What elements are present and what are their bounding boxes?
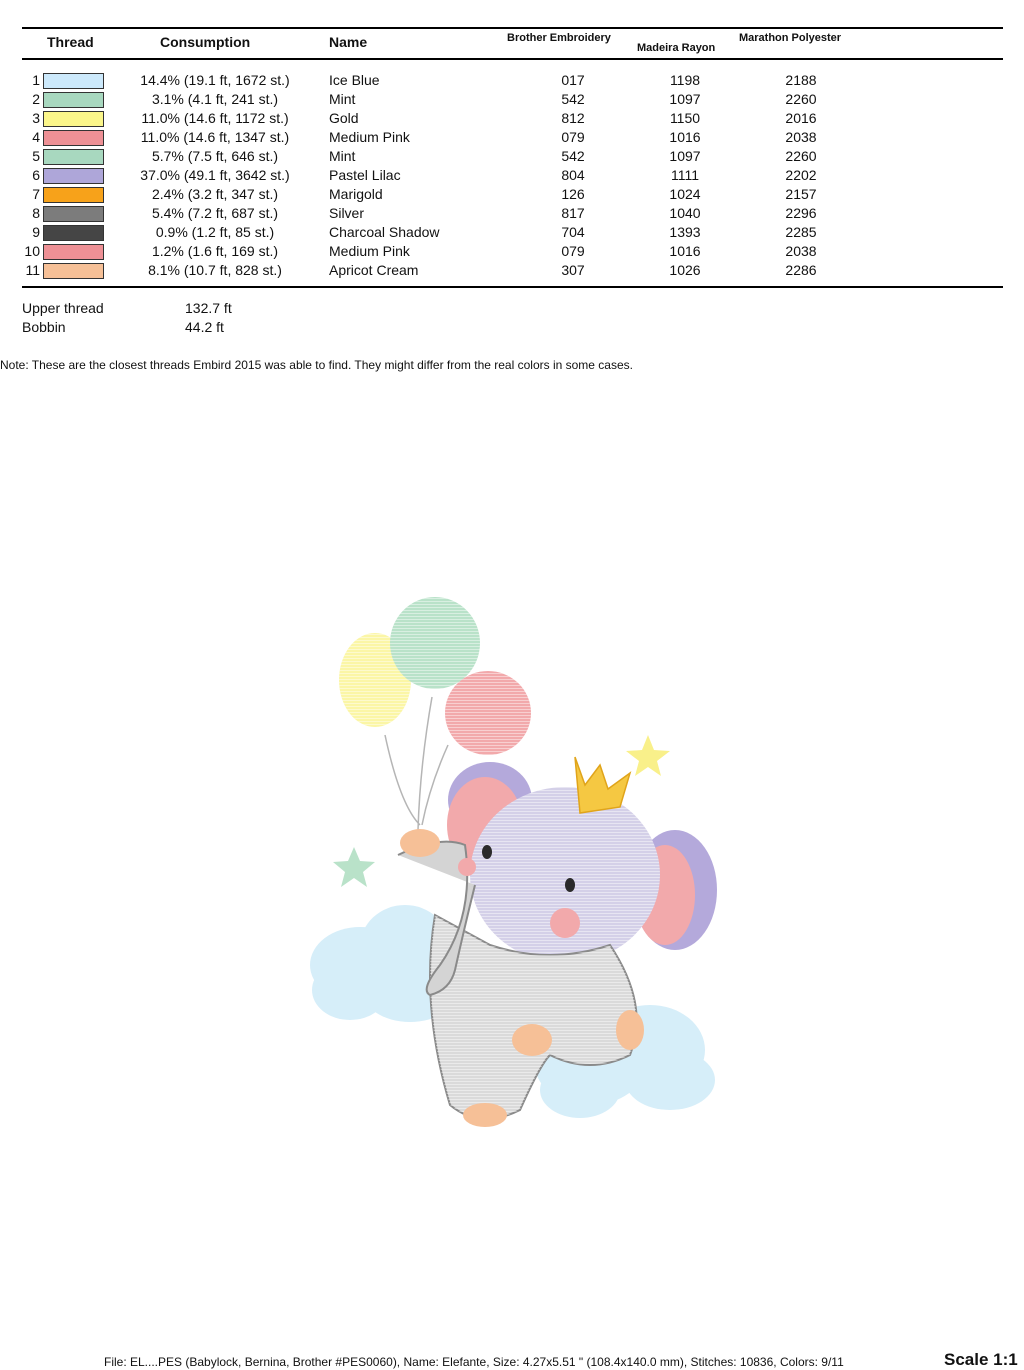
table-bottom-rule [22,286,1003,288]
thread-consumption: 3.1% (4.1 ft, 241 st.) [151,91,279,107]
thread-number: 1 [32,72,40,88]
thread-name: Charcoal Shadow [329,224,440,240]
thread-number: 9 [32,224,40,240]
thread-row [0,224,1024,243]
cheek-blush [550,908,580,938]
thread-code-brother: 812 [561,110,585,126]
color-swatch [43,73,104,89]
thread-code-marathon: 2016 [785,110,817,126]
paw-patch-2 [512,1024,552,1056]
thread-number: 6 [32,167,40,183]
table-top-rule [22,27,1003,29]
color-swatch [43,187,104,203]
bobbin-value: 44.2 ft [185,319,224,335]
thread-code-marathon: 2260 [785,148,817,164]
thread-code-brother: 817 [561,205,585,221]
upper-thread-value: 132.7 ft [185,300,232,316]
thread-row [0,262,1024,281]
thread-consumption: 0.9% (1.2 ft, 85 st.) [155,224,275,240]
color-swatch [43,149,104,165]
thread-code-marathon: 2188 [785,72,817,88]
color-swatch [43,244,104,260]
thread-number: 8 [32,205,40,221]
thread-code-brother: 542 [561,91,585,107]
thread-code-madeira: 1024 [669,186,701,202]
thread-number: 4 [32,129,40,145]
thread-code-madeira: 1097 [669,91,701,107]
thread-code-madeira: 1016 [669,129,701,145]
mint-star [333,847,375,887]
thread-consumption: 11.0% (14.6 ft, 1347 st.) [140,129,290,145]
moon-shape [542,625,619,723]
color-swatch [43,206,104,222]
thread-consumption: 37.0% (49.1 ft, 3642 st.) [140,167,290,183]
header-marathon: Marathon Polyester [739,32,842,44]
thread-code-marathon: 2038 [785,129,817,145]
thread-consumption: 14.4% (19.1 ft, 1672 st.) [140,72,290,88]
thread-number: 10 [24,243,40,259]
thread-code-brother: 804 [561,167,585,183]
thread-name: Gold [329,110,359,126]
thread-code-madeira: 1040 [669,205,701,221]
thread-row [0,167,1024,186]
yellow-star [626,735,670,776]
header-name: Name [329,34,368,50]
thread-code-madeira: 1097 [669,148,701,164]
thread-name: Mint [329,91,356,107]
file-info-footer: File: EL....PES (Babylock, Bernina, Brother #PES0060), Name: Elefante, Size: 4.27x5.51 " (108.4x140.0 mm), Stitches: 10836, Colors: 9/11 [104,1355,844,1369]
thread-code-brother: 079 [561,129,585,145]
thread-code-marathon: 2157 [785,186,817,202]
color-swatch [43,130,104,146]
thread-row [0,186,1024,205]
thread-code-madeira: 1393 [669,224,701,240]
thread-code-brother: 542 [561,148,585,164]
paw-patch-1 [400,829,440,857]
color-swatch [43,263,104,279]
balloon-string-pink [422,745,448,825]
right-eye [565,878,575,892]
thread-consumption: 8.1% (10.7 ft, 828 st.) [148,262,282,278]
thread-consumption: 5.4% (7.2 ft, 687 st.) [151,205,279,221]
table-header-rule [22,58,1003,60]
thread-code-marathon: 2202 [785,167,817,183]
bobbin-label: Bobbin [22,319,66,335]
paw-patch-4 [463,1103,507,1127]
thread-number: 5 [32,148,40,164]
scale-label: Scale 1:1 [944,1350,1018,1369]
thread-number: 7 [32,186,40,202]
thread-code-marathon: 2296 [785,205,817,221]
header-thread: Thread [47,34,94,50]
thread-code-madeira: 1026 [669,262,701,278]
color-swatch [43,168,104,184]
thread-code-brother: 307 [561,262,585,278]
thread-code-madeira: 1111 [670,167,700,183]
thread-number: 3 [32,110,40,126]
thread-consumption: 1.2% (1.6 ft, 169 st.) [151,243,279,259]
thread-name: Medium Pink [329,243,410,259]
thread-name: Pastel Lilac [329,167,401,183]
left-eye [482,845,492,859]
header-brother: Brother Embroidery [507,32,611,44]
thread-name: Medium Pink [329,129,410,145]
note-text: Note: These are the closest threads Embird 2015 was able to find. They might differ from the real colors in some cases. [0,358,633,372]
thread-code-marathon: 2038 [785,243,817,259]
thread-number: 11 [25,262,40,278]
thread-consumption: 2.4% (3.2 ft, 347 st.) [151,186,279,202]
color-swatch [43,225,104,241]
color-swatch [43,92,104,108]
thread-code-brother: 079 [561,243,585,259]
balloon-string-yellow [385,735,420,825]
thread-number: 2 [32,91,40,107]
thread-row [0,72,1024,91]
thread-code-madeira: 1016 [669,243,701,259]
thread-code-brother: 126 [561,186,585,202]
nose-blush [458,858,476,876]
thread-code-brother: 017 [561,72,585,88]
thread-name: Marigold [329,186,383,202]
thread-code-marathon: 2286 [785,262,817,278]
thread-name: Silver [329,205,365,221]
thread-row [0,129,1024,148]
thread-row [0,148,1024,167]
thread-name: Mint [329,148,356,164]
thread-row [0,110,1024,129]
color-swatch [43,111,104,127]
thread-row [0,91,1024,110]
embroidery-design-image [290,585,730,1135]
thread-consumption: 5.7% (7.5 ft, 646 st.) [151,148,279,164]
thread-code-madeira: 1150 [669,110,701,126]
thread-row [0,243,1024,262]
header-consumption: Consumption [160,34,251,50]
thread-name: Apricot Cream [329,262,419,278]
paw-patch-3 [616,1010,644,1050]
thread-consumption: 11.0% (14.6 ft, 1172 st.) [141,110,289,126]
thread-row [0,205,1024,224]
thread-code-brother: 704 [561,224,585,240]
thread-code-madeira: 1198 [669,72,701,88]
thread-name: Ice Blue [329,72,380,88]
thread-code-marathon: 2260 [785,91,817,107]
header-madeira: Madeira Rayon [637,42,716,54]
thread-code-marathon: 2285 [785,224,817,240]
upper-thread-label: Upper thread [22,300,104,316]
